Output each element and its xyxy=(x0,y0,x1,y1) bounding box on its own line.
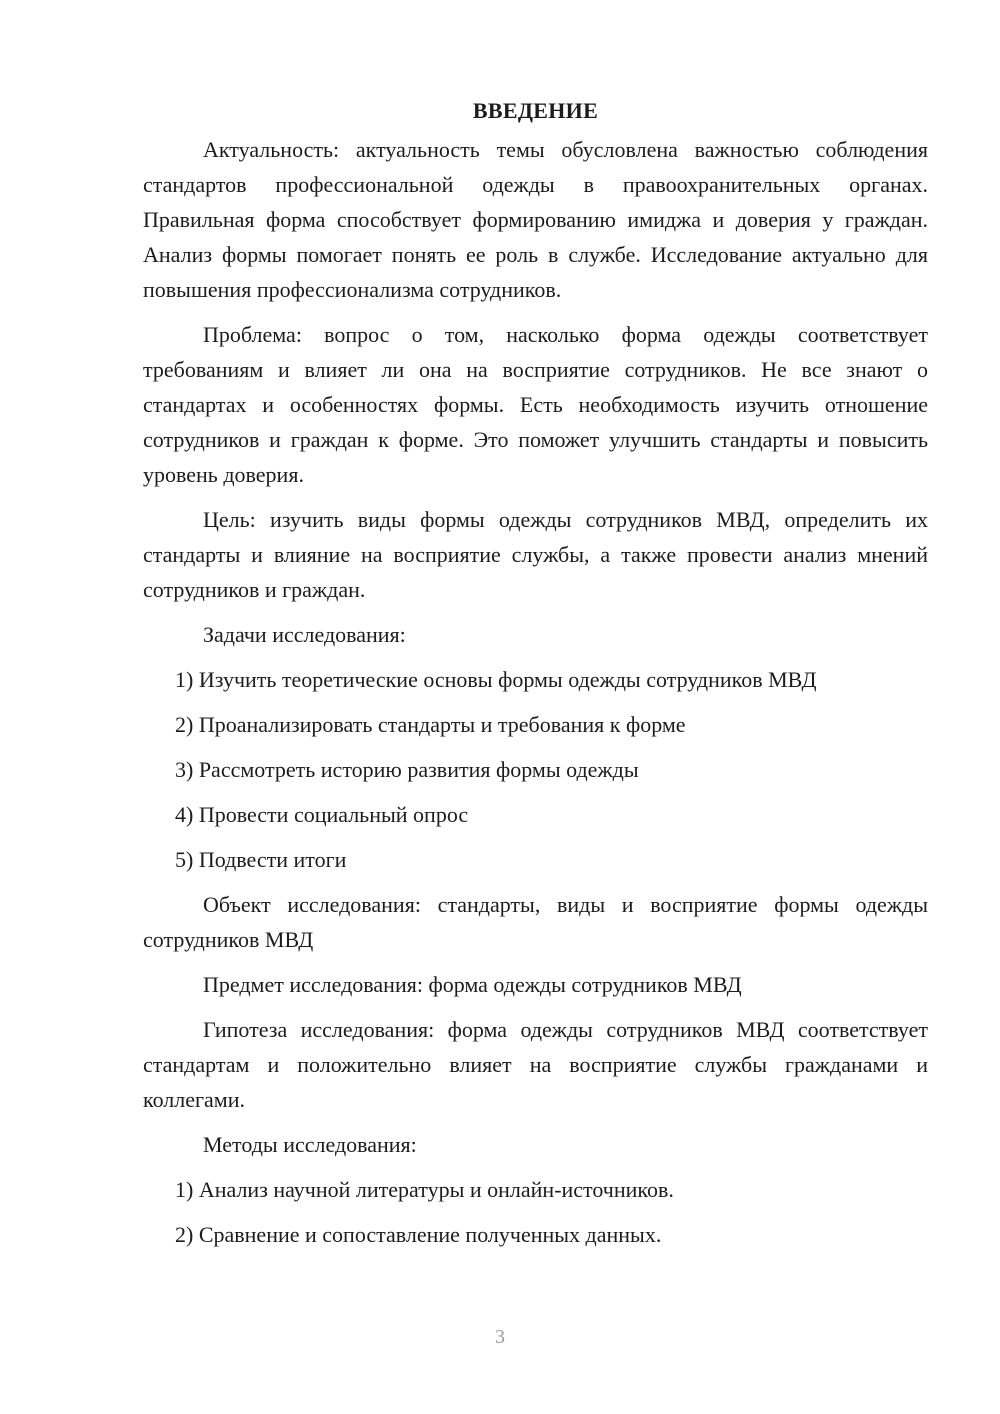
list-item: 1) Изучить теоретические основы формы одежды сотрудников МВД xyxy=(175,667,817,692)
paragraph-goal: Цель: изучить виды формы одежды сотрудников МВД, определить их стандарты и влияние на восприятие службы, а также провести анализ мнений сотрудников и граждан. xyxy=(143,507,928,602)
list-item: 5) Подвести итоги xyxy=(175,847,347,872)
page-title: ВВЕДЕНИЕ xyxy=(472,98,599,123)
paragraph-relevance: Актуальность: актуальность темы обусловлена важностью соблюдения стандартов профессиональной одежды в правоохранительных органах. Правильная форма способствует формированию имиджа и доверия у граждан. Анализ формы помогает понять ее роль в службе. Исследование актуально для повышения профессионализма сотрудников. xyxy=(143,137,928,302)
tasks-heading: Задачи исследования: xyxy=(203,622,406,647)
methods-list xyxy=(143,1172,928,1252)
list-item: 2) Проанализировать стандарты и требования к форме xyxy=(175,712,686,737)
document-page xyxy=(143,96,928,1252)
tasks-list xyxy=(143,662,928,877)
page-number: 3 xyxy=(495,1326,505,1348)
list-item: 1) Анализ научной литературы и онлайн-источников. xyxy=(175,1177,674,1202)
list-item: 4) Провести социальный опрос xyxy=(175,802,469,827)
methods-heading: Методы исследования: xyxy=(203,1132,417,1157)
paragraph-hypothesis: Гипотеза исследования: форма одежды сотрудников МВД соответствует стандартам и положительно влияет на восприятие службы гражданами и коллегами. xyxy=(143,1017,928,1112)
list-item: 3) Рассмотреть историю развития формы одежды xyxy=(175,757,639,782)
paragraph-problem: Проблема: вопрос о том, насколько форма одежды соответствует требованиям и влияет ли она на восприятие сотрудников. Не все знают о стандартах и особенностях формы. Есть необходимость изучить отношение сотрудников и граждан к форме. Это поможет улучшить стандарты и повысить уровень доверия. xyxy=(143,322,928,487)
paragraph-object: Объект исследования: стандарты, виды и восприятие формы одежды сотрудников МВД xyxy=(143,892,928,952)
list-item: 2) Сравнение и сопоставление полученных данных. xyxy=(175,1222,662,1247)
paragraph-subject: Предмет исследования: форма одежды сотрудников МВД xyxy=(203,972,742,997)
